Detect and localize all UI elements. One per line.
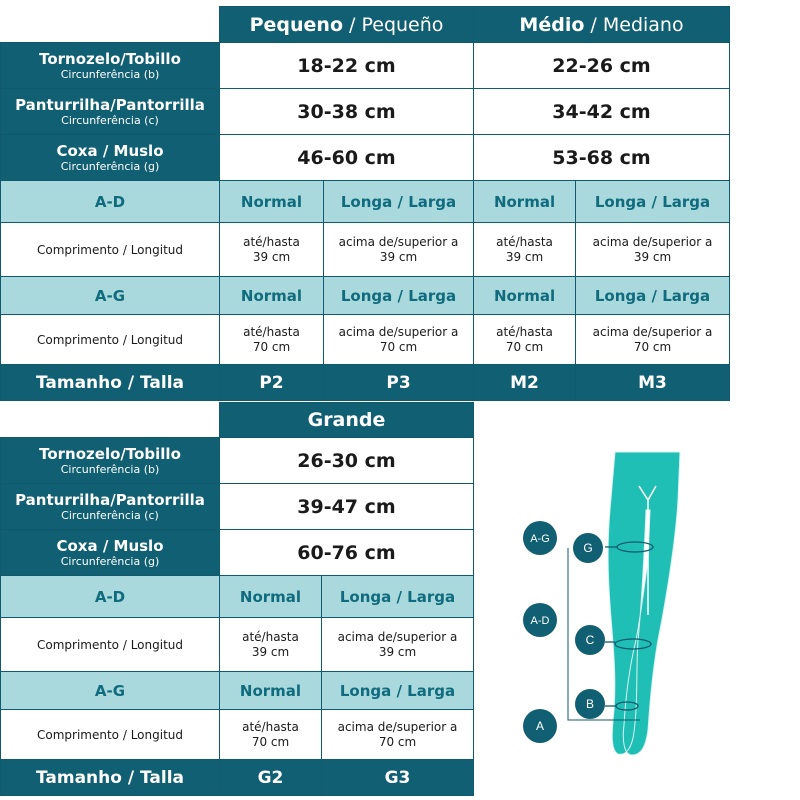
value-tornozelo-medio: 22-26 cm [474, 43, 730, 89]
size-code: G3 [322, 760, 474, 796]
length-cell: até/hasta 39 cm [474, 223, 576, 277]
value-tornozelo-pequeno: 18-22 cm [220, 43, 474, 89]
ad-head-longa: Longa / Larga [322, 576, 474, 618]
size-code: G2 [220, 760, 322, 796]
svg-text:A-G: A-G [530, 533, 550, 545]
ad-head-normal: Normal [220, 181, 324, 223]
svg-text:G: G [583, 541, 593, 555]
ad-head-normal: Normal [220, 576, 322, 618]
size-header-pequeno: Pequeno / Pequeño [220, 7, 474, 43]
corner-blank [1, 403, 220, 438]
row-label-panturrilha: Panturrilha/Pantorrilla Circunferência (c) [1, 484, 220, 530]
length-cell: acima de/superior a 39 cm [576, 223, 730, 277]
length-cell: até/hasta 39 cm [220, 223, 324, 277]
row-label-tornozelo: Tornozelo/Tobillo Circunferência (b) [1, 438, 220, 484]
ad-head-longa: Longa / Larga [324, 181, 474, 223]
leg-measurement-diagram [510, 440, 690, 770]
size-header-grande: Grande [220, 403, 474, 438]
svg-text:A: A [535, 719, 545, 733]
length-cell: acima de/superior a 39 cm [324, 223, 474, 277]
row-label-comprimento: Comprimento / Longitud [1, 618, 220, 672]
ag-head-longa: Longa / Larga [322, 672, 474, 710]
corner-blank [1, 7, 220, 43]
size-code: P3 [324, 365, 474, 401]
size-table-grande [0, 402, 474, 796]
length-cell: até/hasta 70 cm [220, 315, 324, 365]
value-panturrilha-pequeno: 30-38 cm [220, 89, 474, 135]
value-panturrilha-medio: 34-42 cm [474, 89, 730, 135]
length-cell: acima de/superior a 70 cm [576, 315, 730, 365]
row-label-a-d: A-D [1, 181, 220, 223]
row-label-comprimento: Comprimento / Longitud [1, 710, 220, 760]
row-label-panturrilha: Panturrilha/Pantorrilla Circunferência (c) [1, 89, 220, 135]
row-label-coxa: Coxa / Muslo Circunferência (g) [1, 530, 220, 576]
ad-head-normal: Normal [474, 181, 576, 223]
svg-text:A-D: A-D [530, 615, 550, 627]
ag-head-normal: Normal [220, 672, 322, 710]
value-panturrilha-grande: 39-47 cm [220, 484, 474, 530]
marker-a-g [523, 521, 557, 555]
row-label-a-g: A-G [1, 277, 220, 315]
length-cell: até/hasta 70 cm [220, 710, 322, 760]
length-cell: acima de/superior a 70 cm [322, 710, 474, 760]
ag-head-normal: Normal [220, 277, 324, 315]
size-code: M2 [474, 365, 576, 401]
value-coxa-medio: 53-68 cm [474, 135, 730, 181]
svg-text:B: B [585, 697, 595, 711]
row-label-coxa: Coxa / Muslo Circunferência (g) [1, 135, 220, 181]
row-label-tornozelo: Tornozelo/Tobillo Circunferência (b) [1, 43, 220, 89]
marker-a-d [523, 603, 557, 637]
row-label-a-d: A-D [1, 576, 220, 618]
row-label-comprimento: Comprimento / Longitud [1, 223, 220, 277]
row-label-a-g: A-G [1, 672, 220, 710]
value-tornozelo-grande: 26-30 cm [220, 438, 474, 484]
length-cell: até/hasta 70 cm [474, 315, 576, 365]
size-table-pequeno-medio [0, 6, 730, 401]
value-coxa-grande: 60-76 cm [220, 530, 474, 576]
legs-silhouette [608, 452, 680, 755]
row-label-tamanho: Tamanho / Talla [1, 760, 220, 796]
row-label-comprimento: Comprimento / Longitud [1, 315, 220, 365]
size-header-medio: Médio / Mediano [474, 7, 730, 43]
marker-b [575, 689, 605, 719]
size-code: P2 [220, 365, 324, 401]
ad-head-longa: Longa / Larga [576, 181, 730, 223]
length-cell: acima de/superior a 39 cm [322, 618, 474, 672]
value-coxa-pequeno: 46-60 cm [220, 135, 474, 181]
length-cell: acima de/superior a 70 cm [324, 315, 474, 365]
marker-g [573, 533, 603, 563]
size-code: M3 [576, 365, 730, 401]
ag-head-longa: Longa / Larga [576, 277, 730, 315]
ag-head-normal: Normal [474, 277, 576, 315]
row-label-tamanho: Tamanho / Talla [1, 365, 220, 401]
length-cell: até/hasta 39 cm [220, 618, 322, 672]
svg-text:C: C [585, 633, 595, 647]
marker-c [575, 625, 605, 655]
marker-a [523, 709, 557, 743]
legs-illustration [510, 440, 690, 770]
ag-head-longa: Longa / Larga [324, 277, 474, 315]
